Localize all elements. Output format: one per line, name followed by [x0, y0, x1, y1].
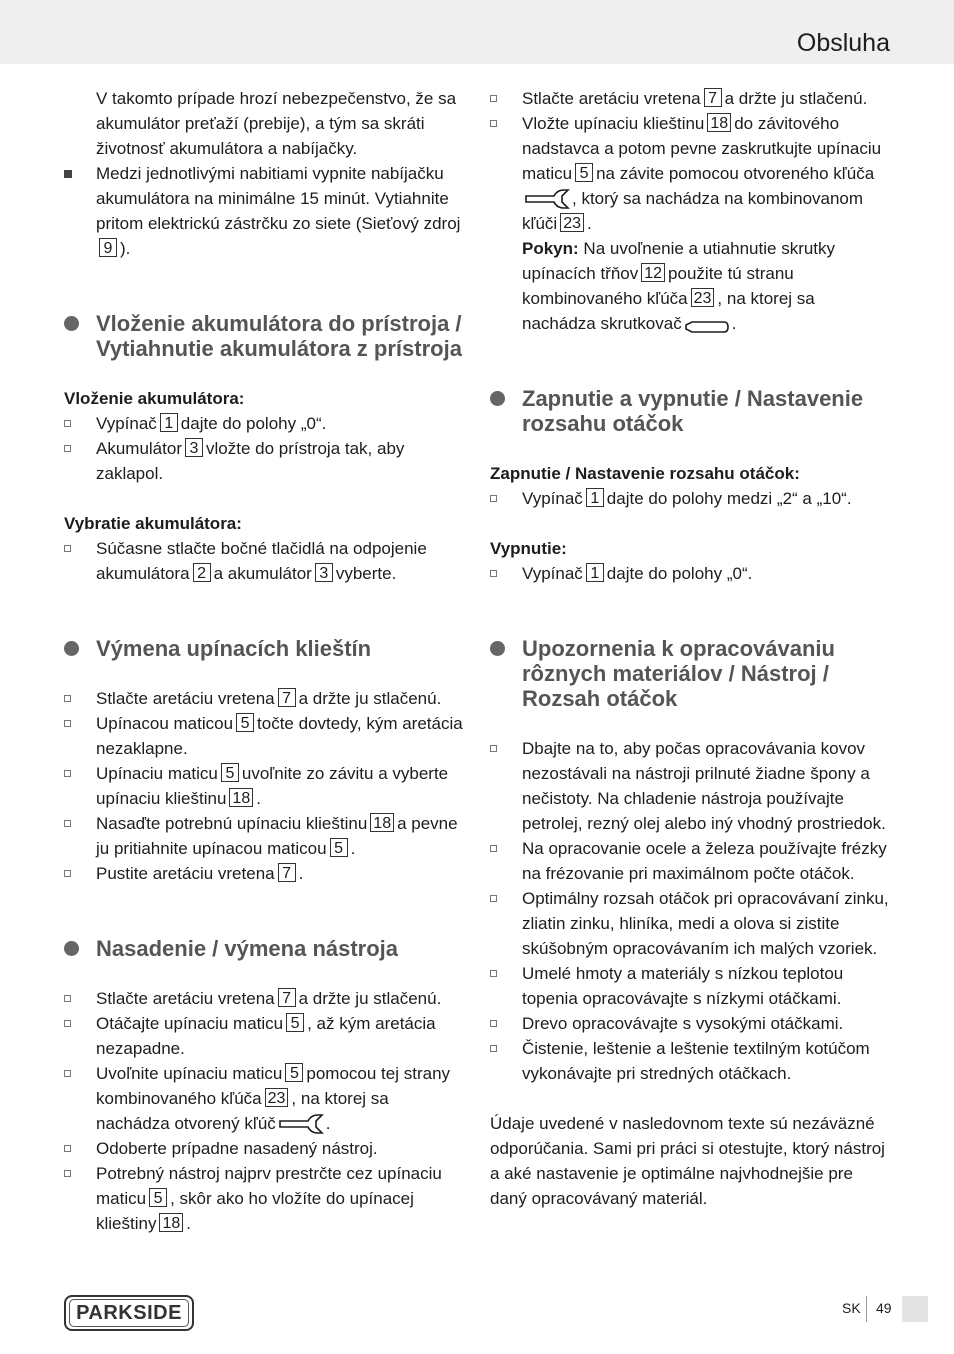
checkbox-bullet-icon	[490, 970, 497, 977]
page-title: Obsluha	[796, 29, 890, 57]
ref-number: 18	[370, 813, 394, 832]
page-number: 49	[876, 1300, 892, 1316]
ref-number: 23	[560, 213, 584, 232]
screwdriver-icon	[684, 319, 730, 335]
ref-number: 3	[315, 563, 333, 582]
ref-number: 12	[641, 263, 665, 282]
list-item: Stlačte aretáciu vretena 7 a držte ju stlačenú.	[490, 86, 892, 111]
list-item: Na opracovanie ocele a železa používajte frézky na frézovanie pri maximálnom počte otáčok.	[490, 836, 892, 886]
subheading: Vloženie akumulátora:	[64, 389, 245, 408]
ref-number: 3	[185, 438, 203, 457]
intro-paragraph: V takomto prípade hrozí nebezpečenstvo, že sa akumulátor preťaží (prebije), a tým sa skráti životnosť akumulátora a nabíjačky.	[96, 89, 457, 158]
note: Pokyn: Na uvoľnenie a utiahnutie skrutky upínacích třňov 12 použite tú stranu kombinovaného kľúča 23 , na ktorej sa nachádza skrutkovač .	[522, 239, 836, 333]
list-item: Pustite aretáciu vretena 7 .	[64, 861, 464, 886]
checkbox-bullet-icon	[490, 120, 497, 127]
list-item: Odoberte prípadne nasadený nástroj.	[64, 1136, 464, 1161]
checkbox-bullet-icon	[490, 1045, 497, 1052]
open-wrench-icon	[524, 188, 570, 210]
ref-number: 7	[278, 688, 296, 707]
checkbox-bullet-icon	[64, 820, 71, 827]
list-item: Vypínač 1 dajte do polohy medzi „2“ a „10“.	[490, 486, 892, 511]
list-item: Drevo opracovávajte s vysokými otáčkami.	[490, 1011, 892, 1036]
parkside-logo: PARKSIDE	[64, 1295, 194, 1331]
list-item: Upínacou maticou 5 točte dovtedy, kým aretácia nezaklapne.	[64, 711, 464, 761]
bullet-dot-icon	[490, 641, 505, 656]
list-item: Vložte upínaciu klieštinu 18 do závitového nadstavca a potom pevne zaskrutkujte upínaciu maticu 5 na závite pomocou otvoreného kľúča, ktorý sa nachádza na kombinovanom kľúči 23 . Pokyn: Na uvoľnenie a utiahnutie skrutky upínacích třňov 12 použite tú stranu kombinovaného kľúča 23 , na ktorej sa nachádza skrutkovač .	[490, 111, 892, 336]
ref-number: 18	[707, 113, 731, 132]
ref-number: 7	[278, 863, 296, 882]
ref-number: 2	[193, 563, 211, 582]
footer-tab	[902, 1296, 928, 1322]
section-heading: Zapnutie a vypnutie / Nastavenie rozsahu otáčok	[490, 386, 892, 436]
ref-number: 5	[330, 838, 348, 857]
ref-number: 18	[229, 788, 253, 807]
list-item: Akumulátor 3 vložte do prístroja tak, aby zaklapol.	[64, 436, 464, 486]
ref-number: 1	[160, 413, 178, 432]
checkbox-bullet-icon	[64, 770, 71, 777]
list-item: Upínaciu maticu 5 uvoľnite zo závitu a vyberte upínaciu klieštinu 18 .	[64, 761, 464, 811]
bullet-dot-icon	[64, 941, 79, 956]
list-item: Nasaďte potrebnú upínaciu klieštinu 18 a pevne ju pritiahnite upínacou maticou 5 .	[64, 811, 464, 861]
ref-number: 5	[149, 1188, 167, 1207]
subheading: Zapnutie / Nastavenie rozsahu otáčok:	[490, 464, 800, 483]
checkbox-bullet-icon	[64, 720, 71, 727]
list-item: Medzi jednotlivými nabitiami vypnite nabíjačku akumulátora na minimálne 15 minút. Vytiahnite pritom elektrickú zástrčku zo siete (Sieťový zdroj9 ).	[64, 161, 464, 261]
ref-number: 23	[265, 1088, 289, 1107]
list-item: Stlačte aretáciu vretena 7 a držte ju stlačenú.	[64, 986, 464, 1011]
ref-number: 5	[221, 763, 239, 782]
bullet-dot-icon	[64, 316, 79, 331]
checkbox-bullet-icon	[64, 545, 71, 552]
checkbox-bullet-icon	[64, 1170, 71, 1177]
checkbox-bullet-icon	[490, 745, 497, 752]
checkbox-bullet-icon	[490, 845, 497, 852]
language-code: SK	[842, 1300, 861, 1316]
checkbox-bullet-icon	[490, 895, 497, 902]
section-heading: Upozornenia k opracovávaniu rôznych materiálov / Nástroj / Rozsah otáčok	[490, 636, 892, 711]
ref-number: 1	[586, 563, 604, 582]
section-heading: Vloženie akumulátora do prístroja / Vytiahnutie akumulátora z prístroja	[64, 311, 464, 361]
checkbox-bullet-icon	[64, 1145, 71, 1152]
checkbox-bullet-icon	[490, 95, 497, 102]
list-item: Optimálny rozsah otáčok pri opracovávaní zinku, zliatin zinku, hliníka, medi a olova si zistite skúšobným opracovávaním ich malých vzoriek.	[490, 886, 892, 961]
list-item: Otáčajte upínaciu maticu 5 , až kým aretácia nezapadne.	[64, 1011, 464, 1061]
checkbox-bullet-icon	[64, 1020, 71, 1027]
section-heading: Výmena upínacích klieštín	[64, 636, 464, 661]
square-bullet-icon	[64, 170, 72, 178]
ref-number: 7	[704, 88, 722, 107]
checkbox-bullet-icon	[64, 870, 71, 877]
checkbox-bullet-icon	[64, 995, 71, 1002]
list-item: Dbajte na to, aby počas opracovávania kovov nezostávali na nástroji prilnuté žiadne špony a nečistoty. Na chladenie nástroja používajte petrolej, rezný olej alebo iný vhodný prostriedok.	[490, 736, 892, 836]
left-column	[64, 86, 464, 1236]
list-item: Čistenie, leštenie a leštenie textilným kotúčom vykonávajte pri stredných otáčkach.	[490, 1036, 892, 1086]
footer-divider	[866, 1296, 867, 1322]
bullet-dot-icon	[64, 641, 79, 656]
ref-number: 23	[691, 288, 715, 307]
subheading: Vybratie akumulátora:	[64, 514, 242, 533]
closing-paragraph: Údaje uvedené v nasledovnom texte sú nezáväzné odporúčania. Sami pri práci si otestujte, ktorý nástroj a aké nastavenie je optimálne najvhodnejšie pre daný opracovávaný materiál.	[490, 1114, 885, 1208]
open-wrench-icon	[278, 1113, 324, 1135]
list-item: Vypínač 1 dajte do polohy „0“.	[490, 561, 892, 586]
checkbox-bullet-icon	[490, 495, 497, 502]
section-heading: Nasadenie / výmena nástroja	[64, 936, 464, 961]
bullet-dot-icon	[490, 391, 505, 406]
list-item: Vypínač 1 dajte do polohy „0“.	[64, 411, 464, 436]
list-item: Súčasne stlačte bočné tlačidlá na odpojenie akumulátora 2 a akumulátor 3 vyberte.	[64, 536, 464, 586]
checkbox-bullet-icon	[490, 570, 497, 577]
checkbox-bullet-icon	[64, 420, 71, 427]
list-item: Uvoľnite upínaciu maticu 5 pomocou tej strany kombinovaného kľúča 23 , na ktorej sa nachádza otvorený kľúč .	[64, 1061, 464, 1136]
list-item: Stlačte aretáciu vretena 7 a držte ju stlačenú.	[64, 686, 464, 711]
right-column	[490, 86, 892, 1211]
checkbox-bullet-icon	[64, 1070, 71, 1077]
ref-number: 9	[99, 238, 117, 257]
list-item: Umelé hmoty a materiály s nízkou teplotou topenia opracovávajte s nízkymi otáčkami.	[490, 961, 892, 1011]
ref-number: 1	[586, 488, 604, 507]
ref-number: 7	[278, 988, 296, 1007]
ref-number: 5	[575, 163, 593, 182]
ref-number: 18	[159, 1213, 183, 1232]
checkbox-bullet-icon	[64, 445, 71, 452]
list-item: Potrebný nástroj najprv prestrčte cez upínaciu maticu 5 , skôr ako ho vložíte do upínacej klieštiny 18 .	[64, 1161, 464, 1236]
checkbox-bullet-icon	[64, 695, 71, 702]
ref-number: 5	[286, 1013, 304, 1032]
checkbox-bullet-icon	[490, 1020, 497, 1027]
ref-number: 5	[236, 713, 254, 732]
ref-number: 5	[285, 1063, 303, 1082]
subheading: Vypnutie:	[490, 539, 567, 558]
